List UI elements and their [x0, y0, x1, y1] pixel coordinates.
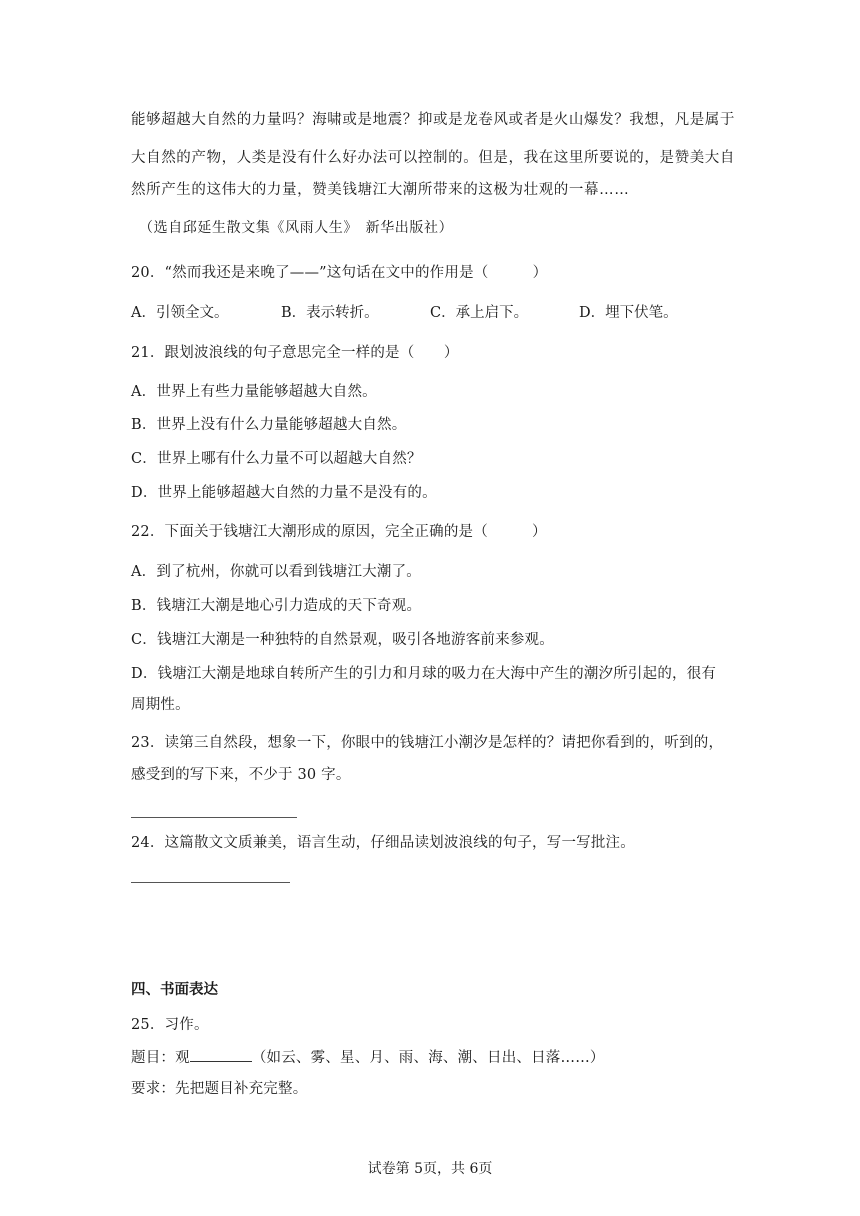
question-21-option-c: C．世界上哪有什么力量不可以超越大自然？ [131, 451, 422, 467]
question-23-answer-line[interactable] [131, 817, 297, 818]
title-prefix: 题目：观 [131, 1050, 190, 1066]
question-20-option-a: A．引领全文。 [131, 305, 229, 321]
title-blank[interactable] [190, 1047, 252, 1062]
passage-line-1: 能够超越大自然的力量吗？海啸或是地震？抑或是龙卷风或者是火山爆发？我想，凡是属于 [131, 112, 735, 128]
question-21-option-d: D．世界上能够超越大自然的力量不是没有的。 [131, 485, 437, 501]
passage-line-2: 大自然的产物，人类是没有什么好办法可以控制的。但是，我在这里所要说的，是赞美大自 [131, 150, 735, 166]
question-25-title-line [131, 1047, 605, 1068]
question-22-option-b: B．钱塘江大潮是地心引力造成的天下奇观。 [131, 598, 422, 614]
question-23-line-1: 23．读第三自然段，想象一下，你眼中的钱塘江小潮汐是怎样的？请把你看到的，听到的， [131, 735, 724, 751]
question-20-stem: 20．“然而我还是来晚了——”这句话在文中的作用是（ ） [131, 265, 548, 281]
question-22-option-a: A．到了杭州，你就可以看到钱塘江大潮了。 [131, 564, 421, 580]
passage-line-3: 然所产生的这伟大的力量，赞美钱塘江大潮所带来的这极为壮观的一幕…… [131, 182, 630, 198]
page-footer: 试卷第 5页，共 6页 [367, 1161, 493, 1177]
question-25-requirement: 要求：先把题目补充完整。 [131, 1081, 308, 1097]
question-22-option-d-continued: 周期性。 [131, 697, 190, 713]
title-suffix: （如云、雾、星、月、雨、海、潮、日出、日落……） [251, 1050, 605, 1066]
passage-source: （选自邱延生散文集《风雨人生》 新华出版社） [139, 220, 454, 236]
question-21-option-a: A．世界上有些力量能够超越大自然。 [131, 384, 377, 400]
question-20-option-b: B．表示转折。 [281, 305, 379, 321]
question-24-answer-line[interactable] [131, 882, 290, 883]
section-4-heading: 四、书面表达 [131, 982, 218, 998]
question-24-stem: 24．这篇散文文质兼美，语言生动，仔细品读划波浪线的句子，写一写批注。 [131, 835, 635, 851]
question-21-stem: 21．跟划波浪线的句子意思完全一样的是（ ） [131, 345, 459, 361]
question-22-option-c: C．钱塘江大潮是一种独特的自然景观，吸引各地游客前来参观。 [131, 632, 554, 648]
question-23-line-2: 感受到的写下来，不少于 30 字。 [131, 767, 351, 783]
question-21-option-b: B．世界上没有什么力量能够超越大自然。 [131, 417, 407, 433]
question-22-stem: 22．下面关于钱塘江大潮形成的原因，完全正确的是（ ） [131, 524, 547, 540]
question-25-label: 25．习作。 [131, 1017, 209, 1033]
question-20-option-c: C．承上启下。 [430, 305, 529, 321]
question-22-option-d: D．钱塘江大潮是地球自转所产生的引力和月球的吸力在大海中产生的潮汐所引起的，很有 [131, 666, 717, 682]
question-20-option-d: D．埋下伏笔。 [579, 305, 678, 321]
